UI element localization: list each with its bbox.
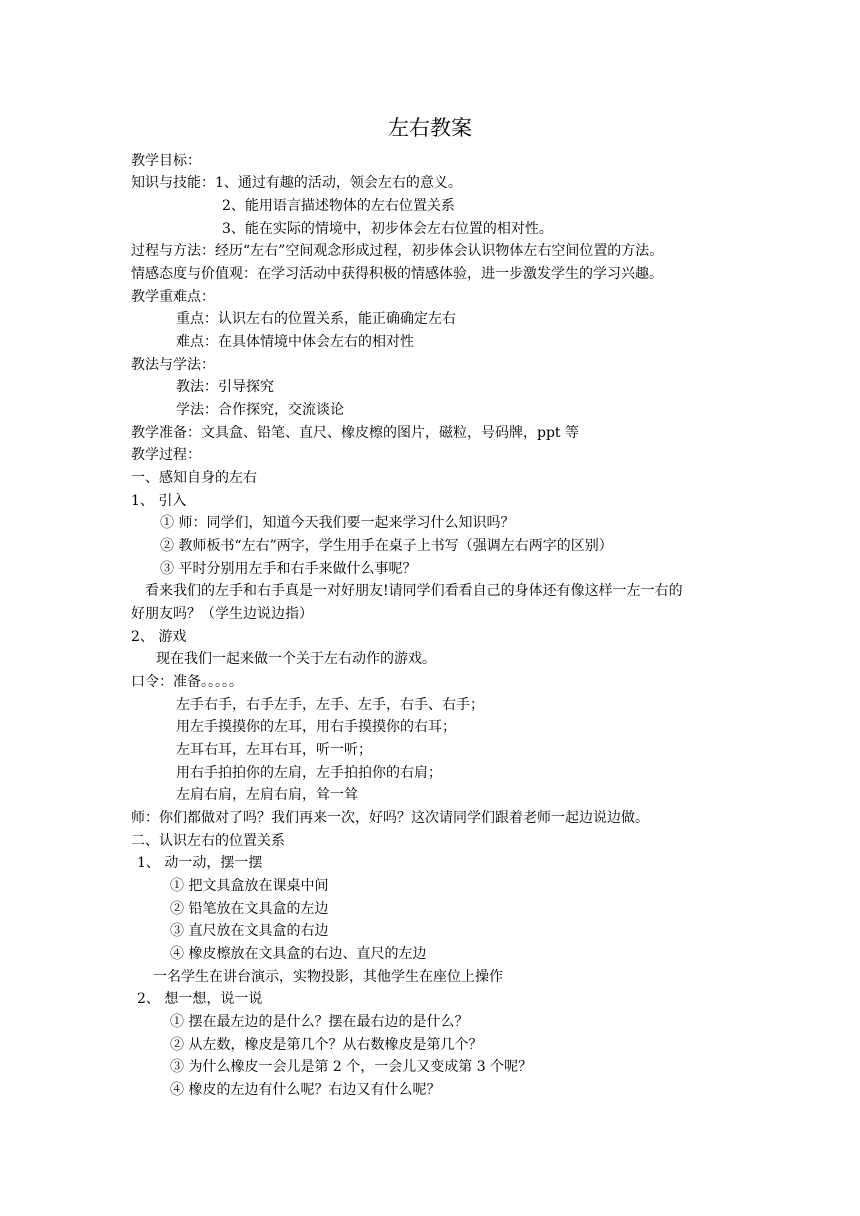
text-line: ② 从左数，橡皮是第几个？从右数橡皮是第几个？ [170,1037,483,1053]
text-line: 教学过程： [131,447,201,463]
text-line: ③ 平时分别用左手和右手来做什么事呢？ [160,561,417,577]
text-line: 口令：准备。。。。。 [131,674,243,690]
text-line: 教学目标： [131,153,201,169]
text-line: 1、 引入 [131,493,187,509]
text-line: 2、 游戏 [131,629,187,645]
text-line: 一名学生在讲台演示，实物投影，其他学生在座位上操作 [153,969,503,985]
text-line: 二、认识左右的位置关系 [131,833,285,849]
text-line: 好朋友吗？（学生边说边指） [131,606,313,622]
text-line: ② 教师板书“左右”两字，学生用手在桌子上书写（强调左右两字的区别） [160,538,613,554]
text-line: ① 把文具盒放在课桌中间 [170,878,329,894]
text-line: ④ 橡皮的左边有什么呢？右边又有什么呢？ [170,1082,441,1098]
text-line: 情感态度与价值观：在学习活动中获得积极的情感体验，进一步激发学生的学习兴趣。 [131,266,663,282]
text-line: 教学重难点： [131,289,215,305]
text-line: 3、能在实际的情境中，初步体会左右位置的相对性。 [222,221,553,237]
text-line: ① 师：同学们，知道今天我们要一起来学习什么知识吗？ [160,515,515,531]
text-line: 师：你们都做对了吗？我们再来一次，好吗？这次请同学们跟着老师一起边说边做。 [131,810,649,826]
text-line: 用左手摸摸你的左耳，用右手摸摸你的右耳； [176,719,456,735]
text-line: 左手右手，右手左手，左手、左手，右手、右手； [176,697,484,713]
text-line: 教法：引导探究 [176,379,274,395]
document-title: 左右教案 [388,116,472,140]
text-line: 重点：认识左右的位置关系，能正确确定左右 [176,311,456,327]
text-line: ③ 直尺放在文具盒的右边 [170,923,329,939]
text-line: 一、感知自身的左右 [131,470,257,486]
text-line: 知识与技能：1、通过有趣的活动，领会左右的意义。 [131,175,462,191]
text-line: 左耳右耳，左耳右耳，听一听； [176,742,372,758]
text-line: 2、 想一想，说一说 [137,991,263,1007]
text-line: ③ 为什么橡皮一会儿是第 2 个，一会儿又变成第 3 个呢？ [170,1059,533,1075]
text-line: 难点：在具体情境中体会左右的相对性 [176,334,414,350]
text-line: 过程与方法：经历“左右”空间观念形成过程，初步体会认识物体左右空间位置的方法。 [131,243,664,259]
text-line: 学法：合作探究，交流谈论 [176,402,344,418]
text-line: 2、能用语言描述物体的左右位置关系 [222,198,455,214]
text-line: 教法与学法： [131,357,215,373]
text-line: ② 铅笔放在文具盒的左边 [170,901,329,917]
text-line: 教学准备：文具盒、铅笔、直尺、橡皮檫的图片，磁粒，号码牌，ppt 等 [131,425,579,441]
text-line: ④ 橡皮檫放在文具盒的右边、直尺的左边 [170,946,427,962]
text-line: 1、 动一动，摆一摆 [137,855,263,871]
text-line: 用右手拍拍你的左肩，左手拍拍你的右肩； [176,765,442,781]
text-line: 看来我们的左手和右手真是一对好朋友!请同学们看看自己的身体还有像这样一左一右的 [145,583,683,599]
text-line: ① 摆在最左边的是什么？摆在最右边的是什么？ [170,1014,469,1030]
text-line: 现在我们一起来做一个关于左右动作的游戏。 [156,651,436,667]
text-line: 左肩右肩，左肩右肩，耸一耸 [176,787,358,803]
